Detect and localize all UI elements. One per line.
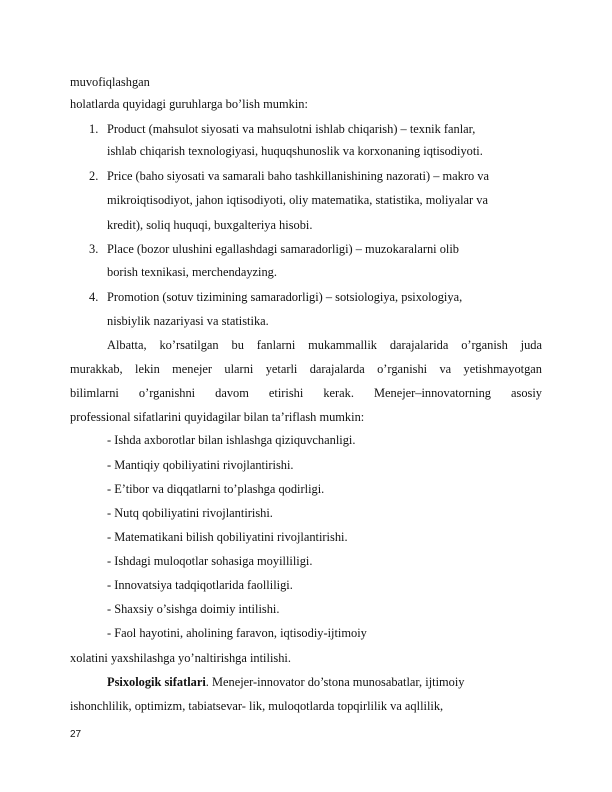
list-number: 3. <box>89 242 99 256</box>
psych-heading: Psixologik sifatlari <box>107 675 206 689</box>
dash-item: - Ishdagi muloqotlar sohasiga moyilliligi. <box>107 554 313 568</box>
list-item-text: Promotion (sotuv tizimining samaradorligi) – sotsiologiya, psixologiya, <box>107 290 463 304</box>
list-item-text: mikroiqtisodiyot, jahon iqtisodiyoti, oliy matematika, statistika, moliyalar va <box>107 193 488 207</box>
dash-item: - Ishda axborotlar bilan ishlashga qiziquvchanligi. <box>107 433 356 447</box>
psych-text: . Menejer-innovator do’stona munosabatlar, ijtimoiy <box>205 675 465 689</box>
dash-item-continuation: xolatini yaxshilashga yo’naltirishga intilishi. <box>70 651 291 665</box>
list-item-text: Price (baho siyosati va samarali baho tashkillanishining nazorati) – makro va <box>107 169 489 183</box>
text-line: muvofiqlashgan <box>70 75 150 89</box>
list-number: 2. <box>89 169 99 183</box>
psych-line: ishonchlilik, optimizm, tabiatsevar- lik, muloqotlarda topqirlilik va aqllilik, <box>70 699 444 713</box>
dash-item: - Shaxsiy o’sishga doimiy intilishi. <box>107 602 280 616</box>
paragraph-line: Albatta, ko’rsatilgan bu fanlarni mukammallik darajalarida o’rganish juda <box>107 338 542 352</box>
dash-item: - Innovatsiya tadqiqotlarida faolliligi. <box>107 578 293 592</box>
text-line: holatlarda quyidagi guruhlarga bo’lish mumkin: <box>70 97 308 111</box>
dash-item: - Matematikani bilish qobiliyatini rivojlantirishi. <box>107 530 348 544</box>
list-item-text: Place (bozor ulushini egallashdagi samaradorligi) – muzokaralarni olib <box>107 242 459 256</box>
list-item-text: Product (mahsulot siyosati va mahsulotni ishlab chiqarish) – texnik fanlar, <box>107 122 476 136</box>
list-item-text: borish texnikasi, merchendayzing. <box>107 265 277 279</box>
dash-item: - Faol hayotini, aholining faravon, iqtisodiy-ijtimoiy <box>107 626 367 640</box>
list-item-text: nisbiylik nazariyasi va statistika. <box>107 314 269 328</box>
list-item-text: kredit), soliq huquqi, buxgalteriya hisobi. <box>107 218 313 232</box>
dash-item: - Nutq qobiliyatini rivojlantirishi. <box>107 506 273 520</box>
list-number: 4. <box>89 290 99 304</box>
list-item-text: ishlab chiqarish texnologiyasi, huquqshunoslik va korxonaning iqtisodiyoti. <box>107 144 483 158</box>
dash-item: - E’tibor va diqqatlarni to’plashga qodirligi. <box>107 482 325 496</box>
psych-heading-line <box>107 674 542 690</box>
page-number: 27 <box>70 729 82 740</box>
list-number: 1. <box>89 122 99 136</box>
paragraph-line: professional sifatlarini quyidagilar bilan ta’riflash mumkin: <box>70 410 365 424</box>
dash-item: - Mantiqiy qobiliyatini rivojlantirishi. <box>107 458 294 472</box>
paragraph-line: murakkab, lekin menejer ularni yetarli darajalarda o’rganishi va yetishmayotgan <box>70 362 542 376</box>
paragraph-line: bilimlarni o’rganishni davom etirishi kerak. Menejer–innovatorning asosiy <box>70 386 542 400</box>
